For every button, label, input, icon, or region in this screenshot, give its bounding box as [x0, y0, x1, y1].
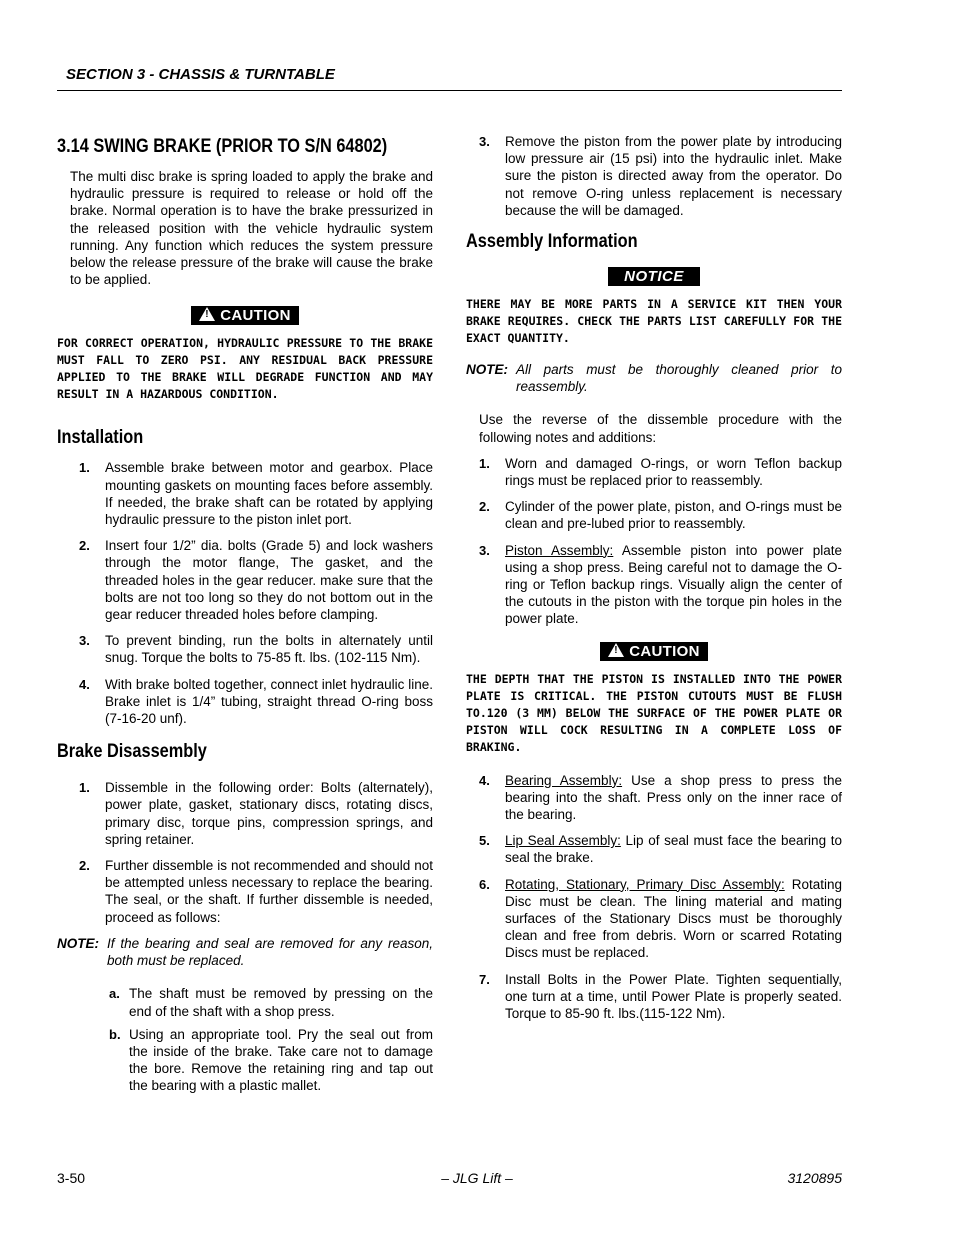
reverse-paragraph: Use the reverse of the dissemble procedure with the following notes and additions: [479, 412, 842, 445]
list-item: 4. With brake bolted together, connect inlet hydraulic line. Brake inlet is 1/4” tubing, straight thread O-ring boss (7-16-20 unf). [79, 676, 433, 727]
footer-brand: – JLG Lift – [441, 1170, 513, 1186]
warning-triangle-icon: ! [608, 643, 624, 657]
note-label: NOTE: [466, 362, 508, 378]
page-number: 3-50 [57, 1170, 86, 1186]
note-label: NOTE: [57, 935, 99, 951]
list-item: 6. Rotating, Stationary, Primary Disc Assembly: Rotating Disc must be clean. The lining material and mating surfaces of the Stationary Discs must be thoroughly clean and free from debris. Worn or scarred Rotating Discs must be replaced. [479, 876, 842, 961]
sub-steps [57, 985, 433, 1094]
header-rule [57, 90, 842, 91]
note [466, 361, 842, 395]
installation-heading: Installation [57, 427, 144, 449]
disassembly-steps [57, 779, 433, 926]
note-text: All parts must be thoroughly cleaned prior to reassembly. [516, 362, 842, 395]
caution-text: FOR CORRECT OPERATION, HYDRAULIC PRESSURE TO THE BRAKE MUST FALL TO ZERO PSI. ANY RESIDUAL BACK PRESSURE APPLIED TO THE BRAKE WILL DEGRADE FUNCTION AND MAY RESULT IN A HAZARDOUS CONDITION. [57, 336, 433, 402]
assembly-heading: Assembly Information [466, 231, 638, 253]
list-item: b. Using an appropriate tool. Pry the seal out from the inside of the brake. Take care not to damage the bore. Remove the retaining ring and tap out the bearing with a plastic mallet. [109, 1026, 433, 1094]
list-item: 1. Worn and damaged O-rings, or worn Teflon backup rings must be replaced prior to reassembly. [479, 455, 842, 489]
disassembly-heading: Brake Disassembly [57, 741, 207, 763]
removal-step [457, 133, 842, 219]
caution-box [57, 306, 433, 325]
assembly-steps-a [457, 455, 842, 628]
page-title: 3.14 SWING BRAKE (PRIOR TO S/N 64802) [57, 136, 388, 157]
note [57, 935, 433, 969]
caution-badge: ! CAUTION [600, 642, 707, 661]
notice-badge: NOTICE [608, 267, 700, 286]
section-header: SECTION 3 - CHASSIS & TURNTABLE [66, 66, 335, 83]
caution-badge: ! CAUTION [191, 306, 298, 325]
list-item: 3. To prevent binding, run the bolts in alternately until snug. Torque the bolts to 75-85 ft. lbs. (102-115 Nm). [79, 633, 433, 666]
installation-steps [57, 459, 433, 727]
notice-box [466, 267, 842, 286]
intro-paragraph: The multi disc brake is spring loaded to apply the brake and hydraulic pressure is required to release or hold off the brake. Normal operation is to have the brake pressurized in the released position with the vehicle hydraulic system running. Any function which reduces the system pressure below the release pressure of the brake will cause the brake to be applied. [70, 169, 433, 288]
list-item: a. The shaft must be removed by pressing on the end of the shaft with a shop press. [109, 986, 433, 1019]
list-item: 1. Dissemble in the following order: Bolts (alternately), power plate, gasket, stationary discs, rotating discs, primary disc, torque pins, compression springs, and spring retainer. [79, 780, 433, 847]
list-item: 7. Install Bolts in the Power Plate. Tighten sequentially, one turn at a time, until Power Plate is properly seated. Torque to 85-90 ft. lbs.(115-122 Nm). [479, 971, 842, 1022]
list-item: 1. Assemble brake between motor and gearbox. Place mounting gaskets on mounting faces before assembly. If needed, the brake shaft can be rotated by applying hydraulic pressure to the piston inlet port. [79, 460, 433, 528]
document-number: 3120895 [787, 1170, 842, 1186]
note-text: If the bearing and seal are removed for any reason, both must be replaced. [107, 935, 433, 969]
list-item: 5. Lip Seal Assembly: Lip of seal must face the bearing to seal the brake. [479, 833, 842, 866]
assembly-steps-b [457, 772, 842, 1023]
notice-text: THERE MAY BE MORE PARTS IN A SERVICE KIT THEN YOUR BRAKE REQUIRES. CHECK THE PARTS LIST CAREFULLY FOR THE EXACT QUANTITY. [466, 297, 842, 346]
caution-text: THE DEPTH THAT THE PISTON IS INSTALLED INTO THE POWER PLATE IS CRITICAL. THE PISTON CUTOUTS MUST BE FLUSH TO.120 (3 MM) BELOW THE SURFACE OF THE POWER PLATE OR PISTON WILL COCK RESULTING IN A COMPLETE LOSS OF BRAKING. [466, 671, 842, 754]
list-item: 4. Bearing Assembly: Use a shop press to press the bearing into the shaft. Press only on the inner race of the bearing. [479, 772, 843, 823]
list-item: 3. Piston Assembly: Assemble piston into power plate using a shop press. Being careful not to damage the O-ring or Teflon backup rings. Visually align the center of the cutouts in the piston with the torque pin holes in the power plate. [479, 542, 842, 627]
list-item: 2. Insert four 1/2” dia. bolts (Grade 5) and lock washers through the motor flange, The gasket, and the threaded holes in the gear reducer. make sure that the bolts are not too long so they do not bottom out in the gear reducer threaded holes before clamping. [79, 538, 433, 623]
right-column [466, 133, 842, 1031]
list-item: 3. Remove the piston from the power plate by introducing low pressure air (15 psi) into the hydraulic inlet. Make sure the piston is directed away from the operator. Do not remove O-ring unless replacement is necessary because the will be damaged. [479, 134, 842, 218]
list-item: 2. Cylinder of the power plate, piston, and O-rings must be clean and pre-lubed prior to reassembly. [479, 499, 842, 532]
warning-triangle-icon: ! [199, 307, 215, 321]
caution-box [466, 642, 842, 661]
left-column [57, 130, 433, 1101]
list-item: 2. Further dissemble is not recommended and should not be attempted unless necessary to replace the bearing. The seal, or the shaft. If further dissemble is needed, proceed as follows: [79, 858, 433, 925]
